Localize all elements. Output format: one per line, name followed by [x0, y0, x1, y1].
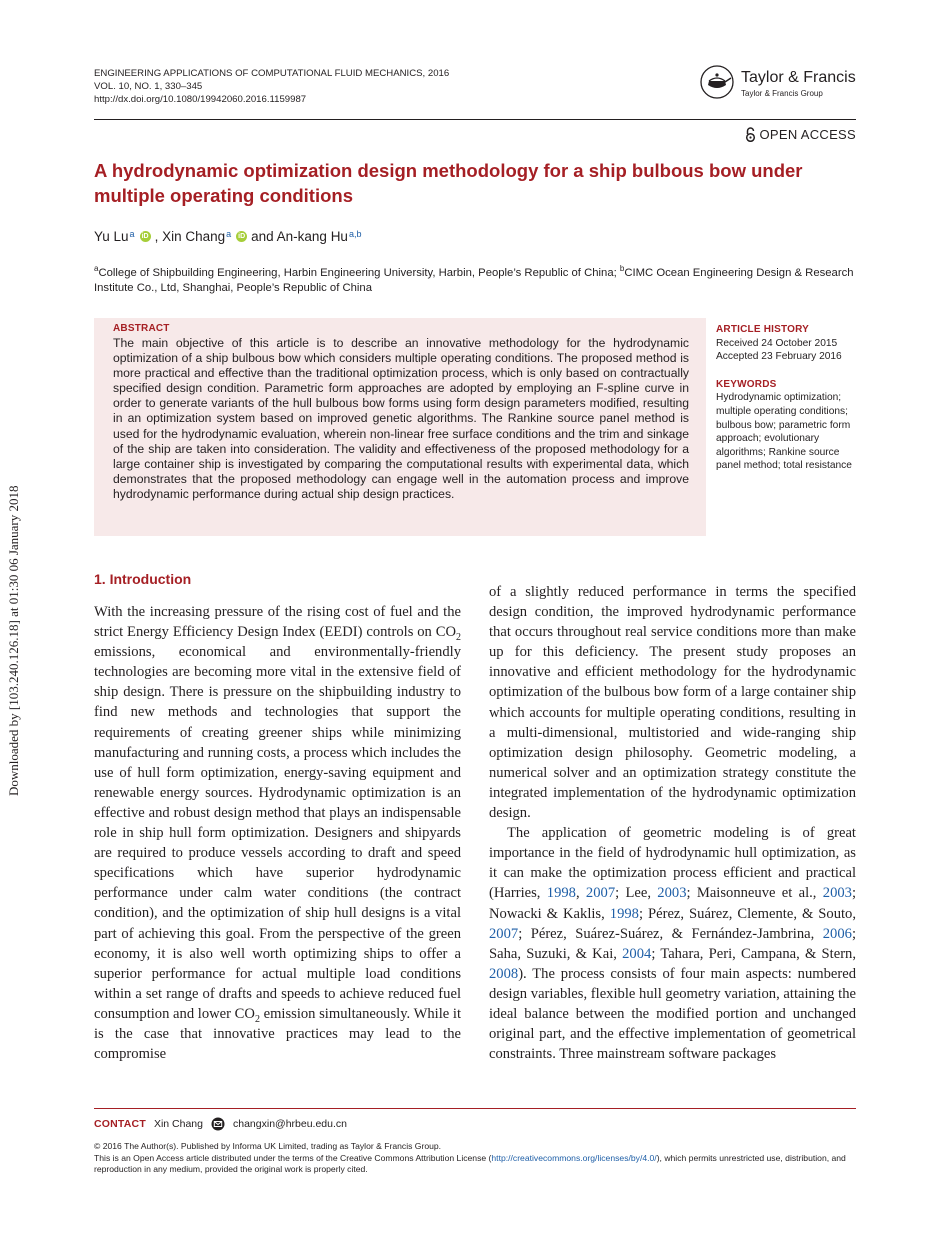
citation-link[interactable]: 2003	[822, 885, 852, 902]
citation-link[interactable]: 1998	[546, 885, 576, 902]
paragraph: of a slightly reduced performance in terms the specified design condition, the improved hydrodynamic performance that occurs throughout real service conditions more than make up for this deficiency. The present study proposes an innovative and efficient methodology for the hydrodynamic optimization of the bulbous bow form of a large container ship which accounts for multiple operating conditions, resulting in a multi-dimensional, multistoried and wide-ranging ship optimization design philosophy. Geometric modeling, a numerical solver and an optimization strategy constitute the integrated implementation of the hydrodynamic optimization design.	[489, 584, 856, 822]
body-text: With the increasing pressure of the rising cost of fuel and the strict Energy Efficiency Design Index (EEDI) controls on CO	[94, 604, 461, 641]
history-heading: ARTICLE HISTORY	[716, 324, 810, 335]
license-text: ), which permits unrestricted use, distribution, and reproduction in any medium, provided the original work is properly cited.	[94, 1152, 846, 1175]
open-lock-icon	[745, 127, 756, 142]
keywords-text: Hydrodynamic optimization; multiple operating conditions; bulbous bow; parametric form approach; evolutionary algorithms; Rankine source panel method; total resistance	[716, 392, 852, 472]
publisher-logo	[699, 64, 856, 105]
author-list	[94, 229, 361, 244]
orcid-icon[interactable]: iD	[141, 233, 149, 240]
contact-email[interactable]: changxin@hrbeu.edu.cn	[233, 1118, 347, 1130]
subscript: 2	[456, 632, 461, 643]
journal-header	[94, 67, 449, 106]
author-2[interactable]: , Xin Chang	[154, 229, 226, 244]
body-text: ; Maisonneuve et al.,	[686, 885, 823, 902]
contact-label: CONTACT	[94, 1118, 146, 1130]
paragraph	[489, 823, 856, 1064]
teapot-logo-icon	[699, 64, 737, 100]
publisher-name: Taylor & Francis	[741, 69, 856, 86]
header-divider	[94, 119, 856, 120]
contact-line	[94, 1117, 347, 1131]
affil-a-marker: a	[94, 264, 99, 273]
body-text: ; Pérez, Suárez-Suárez, & Fernández-Jambrina,	[518, 925, 823, 942]
email-icon	[211, 1117, 225, 1131]
body-text: ; Saha, Suzuki, & Kai,	[489, 925, 856, 962]
orcid-icon[interactable]: iD	[238, 233, 246, 240]
author-1[interactable]: Yu Lu	[94, 229, 129, 244]
citation-link[interactable]: 2004	[622, 945, 652, 962]
copyright-line: © 2016 The Author(s). Published by Informa UK Limited, trading as Taylor & Francis Group.	[94, 1141, 442, 1151]
download-stamp	[0, 440, 24, 800]
open-access-label: OPEN ACCESS	[759, 127, 856, 142]
section-heading: 1. Introduction	[94, 571, 192, 587]
body-column-right	[489, 582, 856, 1064]
subscript: 2	[254, 1013, 260, 1025]
open-access-badge	[745, 127, 857, 142]
journal-volume: VOL. 10, NO. 1, 330–345	[94, 81, 203, 92]
body-text: The application of geometric modeling is of great importance in the field of hydrodynamic hull optimization, as it can make the optimization process efficient and practical (Harries,	[489, 825, 856, 902]
article-title: A hydrodynamic optimization design methodology for a ship bulbous bow under multiple operating conditions	[94, 160, 803, 206]
citation-link[interactable]: 2003	[657, 885, 687, 902]
publisher-group: Taylor & Francis Group	[741, 89, 823, 98]
author-3[interactable]: and An-kang Hu	[251, 229, 348, 244]
citation-link[interactable]: 2007	[585, 885, 616, 902]
citation-link[interactable]: 2008	[489, 965, 519, 982]
history-received: Received 24 October 2015	[716, 337, 838, 349]
download-stamp-text: Downloaded by [103.240.126.18] at 01:30 06 January 2018	[6, 485, 21, 796]
body-text: ,	[575, 885, 586, 902]
body-text: ; Nowacki & Kaklis,	[489, 885, 857, 922]
contact-name: Xin Chang	[153, 1118, 203, 1130]
license-link[interactable]: http://creativecommons.org/licenses/by/4.0/	[491, 1152, 657, 1163]
author-1-affil[interactable]: a	[129, 228, 135, 239]
body-column-left	[94, 602, 461, 1064]
journal-name: ENGINEERING APPLICATIONS OF COMPUTATIONAL FLUID MECHANICS, 2016	[94, 68, 450, 79]
affil-a: College of Shipbuilding Engineering, Harbin Engineering University, Harbin, People’s Republic of China;	[98, 266, 620, 279]
body-text: ; Lee,	[615, 885, 658, 902]
body-text: ). The process consists of four main aspects: numbered design variables, flexible hull geometry variation, attaining the ideal balance between the modified portion and unchanged original part, and the effective implementation of geometrical constraints. Three mainstream software packages	[489, 965, 856, 1063]
license-text: This is an Open Access article distributed under the terms of the Creative Commons Attribution License (	[94, 1152, 492, 1163]
article-sidebar	[716, 323, 861, 473]
body-text: emissions, economical and environmentally-friendly technologies are becoming more vital in the extensive field of ship design. There is pressure on the shipbuilding industry to find new methods and technologies that support the requirements of creating greener ships while minimizing manufacturing and running costs, a process which includes the use of hull form optimization, energy-saving equipment and renewable energy sources. Hydrodynamic optimization is an effective and robust design method that plays an indispensable role in ship hull form optimization. Designers and shipyards are required to produce vessels according to draft and speed specifications which have superior hydrodynamic performance under calm water conditions (the contract condition), and the optimization of ship hull designs is a vital part of achieving this goal. From the perspective of the green economy, it is also well worth optimizing ships to offer a superior performance for actual multiple load conditions within a set range of drafts and speeds to achieve reduced fuel consumption and lower CO	[94, 644, 461, 1022]
abstract-heading: ABSTRACT	[113, 323, 170, 334]
affil-b: CIMC Ocean Engineering Design & Research Institute Co., Ltd, Shanghai, People’s Republic of China	[94, 266, 854, 294]
author-3-affil[interactable]: a,b	[348, 228, 362, 239]
citation-link[interactable]: 2007	[489, 925, 519, 942]
citation-link[interactable]: 1998	[609, 905, 639, 922]
license-footer	[94, 1141, 864, 1176]
footer-divider	[94, 1108, 856, 1109]
license-line	[94, 1153, 864, 1176]
affil-b-marker: b	[619, 264, 625, 273]
doi-link[interactable]: http://dx.doi.org/10.1080/19942060.2016.1159987	[94, 94, 307, 105]
paragraph	[94, 602, 461, 1064]
abstract-text: The main objective of this article is to describe an innovative methodology for the hydrodynamic optimization of a ship bulbous bow which considers multiple operating conditions. The proposed method is more practical and effective than the traditional optimization process, which is only based on contractually specified design condition. Parametric form approaches are adopted by employing an F-spline curve in order to generate variants of the hull bulbous bow forms using form design parameters modified, resulting in an optimization system based on improved genetic algorithms. The Rankine source panel method is used for the hydrodynamic evaluation, wherein non-linear free surface conditions and the trim and sinkage of the ship are taken into consideration. The validity and effectiveness of the proposed methodology for a large container ship is investigated by comparing the computational results with experimental data, which demonstrates that the proposed methodology can engage well in the automation process and improve hydrodynamic performance during actual ship design practices.	[113, 336, 689, 501]
body-text: emission simultaneously. While it is the case that innovative practices may lead to the compromise	[94, 1005, 462, 1063]
history-accepted: Accepted 23 February 2016	[716, 351, 842, 363]
body-text: ; Pérez, Suárez, Clemente, & Souto,	[638, 905, 857, 922]
body-text: ; Tahara, Peri, Campana, & Stern,	[651, 945, 857, 962]
keywords-heading: KEYWORDS	[716, 378, 777, 390]
citation-link[interactable]: 2006	[822, 925, 852, 942]
affiliations	[94, 261, 864, 296]
author-2-affil[interactable]: a	[226, 228, 232, 239]
